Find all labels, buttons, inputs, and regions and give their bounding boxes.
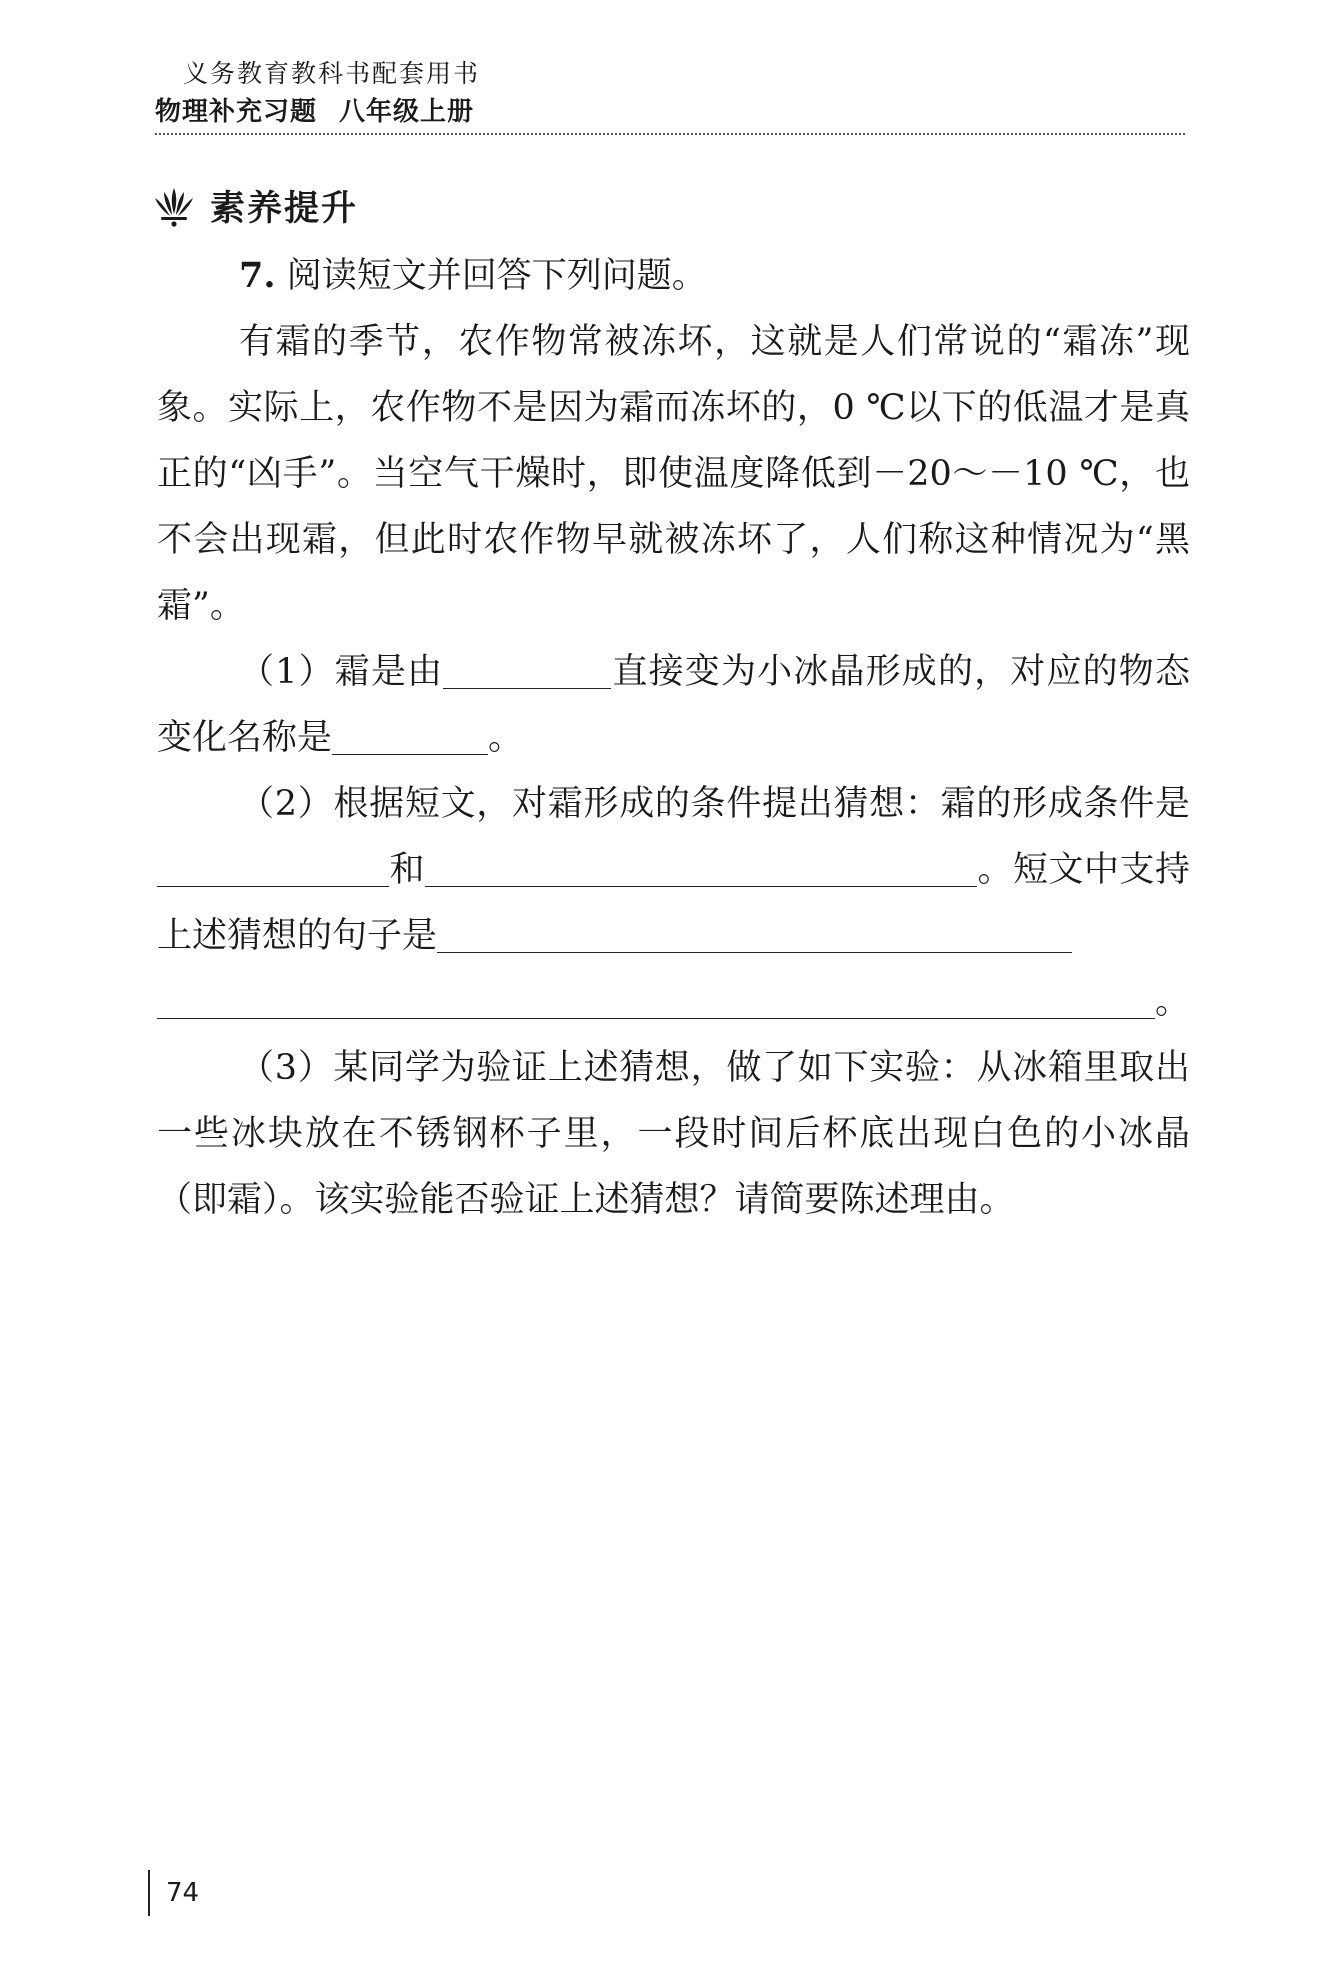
answer-line [157,969,1190,1035]
section-heading [152,180,358,232]
sub-question-3: （3）某同学为验证上述猜想，做了如下实验：从冰箱里取出一些冰块放在不锈钢杯子里，一段时间后杯底出现白色的小冰晶（即霜）。该实验能否验证上述猜想？请简要陈述理由。 [157,1048,1190,1220]
sub-question-2 [157,771,1190,969]
sub-question-2-text-d: 。 [1154,982,1190,1022]
series-title: 义务教育教科书配套用书 [183,59,481,88]
question-title [157,243,1190,309]
answer-blank[interactable] [425,850,977,887]
page-footer [148,1870,199,1916]
sub-question-2-text-a: （2）根据短文，对霜形成的条件提出猜想：霜的形成条件是 [239,784,1190,824]
question-number: 7. [239,255,276,296]
question-title-text: 阅读短文并回答下列问题。 [286,256,707,296]
footer-bar [148,1870,150,1916]
lotus-icon [152,184,196,228]
reading-passage: 有霜的季节，农作物常被冻坏，这就是人们常说的“霜冻”现象。实际上，农作物不是因为霜而冻坏的，0 ℃以下的低温才是真正的“凶手”。当空气干燥时，即使温度降低到－20～－10 ℃，也不会出现霜，但此时农作物早就被冻坏了，人们称这种情况为“黑霜”。 [157,322,1190,626]
answer-blank[interactable] [332,718,488,755]
page-header [155,58,1185,132]
answer-blank[interactable] [443,652,611,689]
question-content [157,243,1190,1233]
grade-label: 八年级上册 [339,97,475,127]
answer-blank[interactable] [157,850,389,887]
answer-blank[interactable] [437,916,1072,953]
book-name: 物理补充习题 [155,97,318,127]
sub-question-1-text-b: 直接变为小冰晶形成的，对应的物态变化名称是 [157,652,1190,758]
header-divider [155,133,1185,135]
sub-question-2-text-b: 和 [389,850,425,890]
section-title: 素养提升 [210,189,359,229]
book-title [155,92,1185,132]
page-number: 74 [166,1878,200,1908]
sub-question-2-text-c: 。短文中支持上述猜想的句子是 [157,850,1190,956]
sub-question-1-text-a: （1）霜是由 [239,652,444,692]
answer-blank[interactable] [157,978,1155,1019]
sub-question-1-text-c: 。 [488,718,524,758]
sub-question-1 [157,639,1190,771]
